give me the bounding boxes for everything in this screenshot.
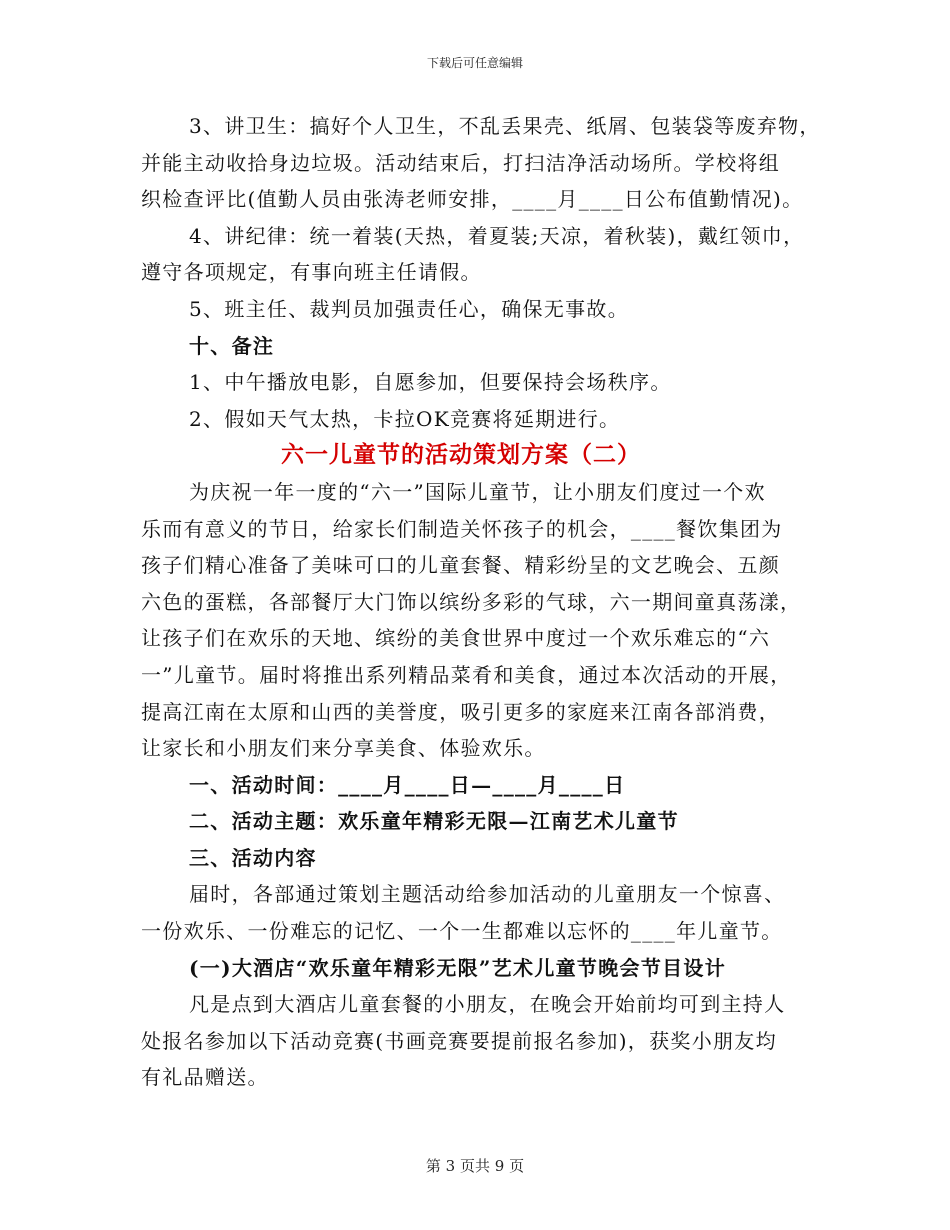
page-header: 下载后可任意编辑 <box>426 56 523 70</box>
paragraph-line: 4、讲纪律：统一着装(天热，着夏装;天凉，着秋装)，戴红领巾， <box>189 223 805 248</box>
paragraph-line: 3、讲卫生：搞好个人卫生，不乱丢果壳、纸屑、包装袋等废弃物， <box>189 114 821 138</box>
page-footer: 第 3 页共 9 页 <box>425 1157 525 1175</box>
paragraph-line: 2、假如天气太热，卡拉OK竞赛将延期进行。 <box>189 406 621 431</box>
paragraph-line: 一”儿童节。届时将推出系列精品菜肴和美食，通过本次活动的开展， <box>141 662 792 687</box>
paragraph-line: 处报名参加以下活动竞赛(书画竞赛要提前报名参加)，获奖小朋友均 <box>141 1028 777 1053</box>
paragraph-line: 5、班主任、裁判员加强责任心，确保无事故。 <box>189 296 630 321</box>
paragraph-line: 让孩子们在欢乐的天地、缤纷的美食世界中度过一个欢乐难忘的“六 <box>141 626 771 651</box>
section-heading: 一、活动时间：____月____日—____月____日 <box>189 772 626 797</box>
paragraph-line: 为庆祝一年一度的“六一”国际儿童节，让小朋友们度过一个欢 <box>189 479 766 504</box>
paragraph-line: 有礼品赠送。 <box>141 1065 269 1090</box>
paragraph-line: 凡是点到大酒店儿童套餐的小朋友，在晚会开始前均可到主持人 <box>189 992 786 1017</box>
paragraph-line: 让家长和小朋友们来分享美食、体验欢乐。 <box>141 736 546 761</box>
section-heading: 十、备注 <box>189 333 275 358</box>
paragraph-line: 织检查评比(值勤人员由张涛老师安排，____月____日公布值勤情况)。 <box>141 187 804 212</box>
paragraph-line: 一份欢乐、一份难忘的记忆、一个一生都难以忘怀的____年儿童节。 <box>141 919 783 944</box>
section-heading: 二、活动主题：欢乐童年精彩无限—江南艺术儿童节 <box>189 809 679 834</box>
paragraph-line: 六色的蛋糕，各部餐厅大门饰以缤纷多彩的气球，六一期间童真荡漾， <box>141 589 802 614</box>
paragraph-line: 乐而有意义的节日，给家长们制造关怀孩子的机会，____餐饮集团为 <box>141 516 783 541</box>
document-title: 六一儿童节的活动策划方案（二） <box>281 441 641 469</box>
document-body <box>141 108 821 1096</box>
paragraph-line: 并能主动收拾身边垃圾。活动结束后，打扫洁净活动场所。学校将组 <box>141 150 780 175</box>
paragraph-line: 1、中午播放电影，自愿参加，但要保持会场秩序。 <box>189 370 672 395</box>
paragraph-line: 遵守各项规定，有事向班主任请假。 <box>141 260 482 285</box>
paragraph-line: 提高江南在太原和山西的美誉度，吸引更多的家庭来江南各部消费， <box>141 699 780 724</box>
section-heading: (一)大酒店“欢乐童年精彩无限”艺术儿童节晚会节目设计 <box>189 955 727 980</box>
paragraph-line: 届时，各部通过策划主题活动给参加活动的儿童朋友一个惊喜、 <box>189 882 786 907</box>
section-heading: 三、活动内容 <box>189 845 317 870</box>
paragraph-line: 孩子们精心准备了美味可口的儿童套餐、精彩纷呈的文艺晚会、五颜 <box>141 553 780 578</box>
